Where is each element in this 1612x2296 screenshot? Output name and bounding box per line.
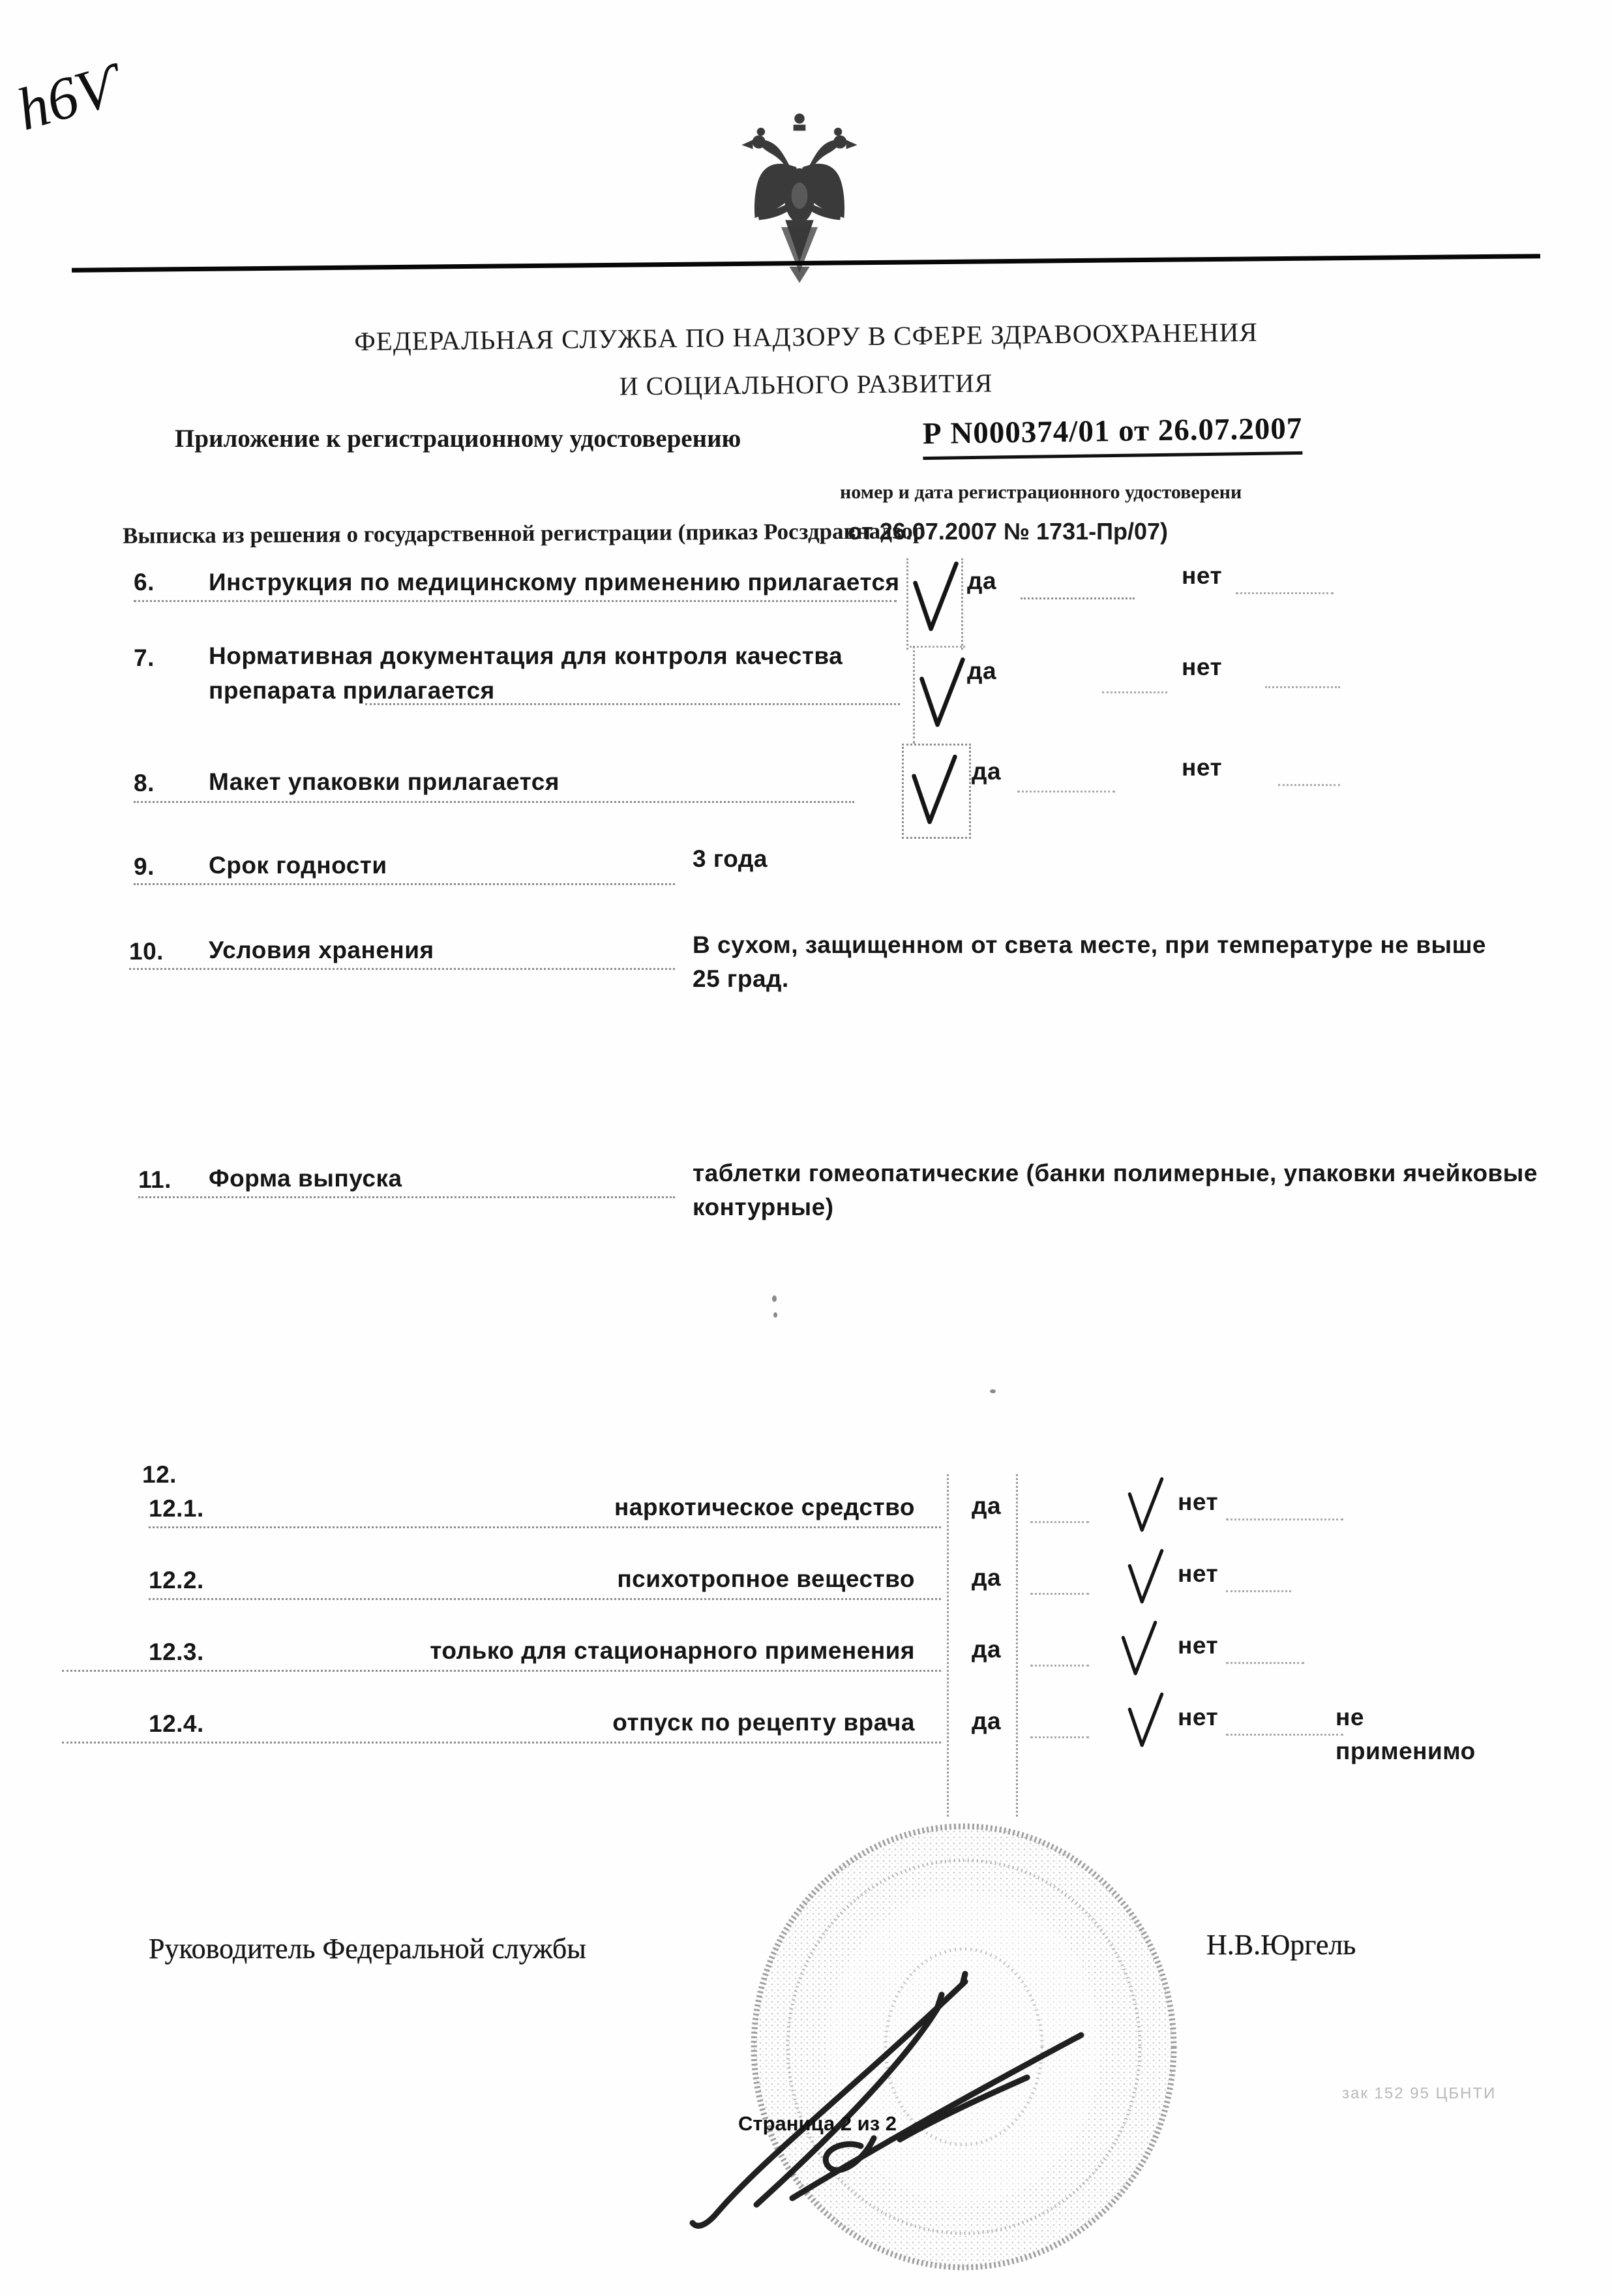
form-item-12-1-label: наркотическое средство <box>614 1494 915 1520</box>
form-item-12-1-no-label: нет <box>1178 1488 1219 1515</box>
form-item-12-4-extra-line1: не <box>1336 1704 1364 1730</box>
form-item-12-1-number: 12.1. <box>149 1495 204 1522</box>
scan-artifact <box>772 1295 777 1302</box>
form-item-12-4-yes-label: да <box>972 1708 1002 1734</box>
form-item-8-label: Макет упаковки прилагается <box>209 768 560 795</box>
checkmark-icon <box>910 748 959 834</box>
signer-name: Н.В.Юргель <box>1206 1929 1356 1961</box>
form-item-7-label-line1: Нормативная документация для контроля качества <box>209 642 843 669</box>
form-item-12-3-yes-label: да <box>972 1636 1002 1663</box>
form-item-6-no-label: нет <box>1182 562 1223 589</box>
form-item-12-4-label: отпуск по рецепту врача <box>612 1709 915 1736</box>
form-item-12-number: 12. <box>142 1461 177 1488</box>
form-item-11-value-line1: таблетки гомеопатические (банки полимерные, упаковки ячейковые <box>693 1160 1538 1186</box>
form-item-9-label: Срок годности <box>209 852 387 879</box>
handwritten-mark: h6Ѵ <box>9 51 125 144</box>
form-item-10-label: Условия хранения <box>209 937 434 963</box>
org-title-line1: ФЕДЕРАЛЬНАЯ СЛУЖБА ПО НАДЗОРУ В СФЕРЕ ЗДРАВООХРАНЕНИЯ <box>354 316 1258 357</box>
form-item-11-value-line2: контурные) <box>693 1194 834 1220</box>
form-item-11-number: 11. <box>138 1166 172 1193</box>
checkmark-icon <box>1127 1472 1165 1539</box>
form-item-6-yes-label: да <box>967 567 997 594</box>
form-item-12-3-label: только для стационарного применения <box>430 1637 915 1664</box>
page-indicator: Страница 2 из 2 <box>738 2112 897 2135</box>
form-item-7-label-line2: препарата прилагается <box>209 677 495 704</box>
registration-number: Р N000374/01 от 26.07.2007 <box>923 411 1303 460</box>
scan-artifact <box>990 1389 996 1393</box>
form-item-7-no-label: нет <box>1182 654 1223 680</box>
checkmark-icon <box>1120 1615 1158 1683</box>
form-item-8-no-label: нет <box>1182 754 1223 781</box>
form-item-10-number: 10. <box>129 938 164 965</box>
form-item-7-yes-label: да <box>967 657 997 684</box>
form-item-6-label: Инструкция по медицинскому применению прилагается <box>209 569 900 596</box>
form-item-11-label: Форма выпуска <box>209 1165 402 1192</box>
form-item-7-number: 7. <box>134 644 155 671</box>
signer-title: Руководитель Федеральной службы <box>149 1933 586 1965</box>
yes-column-dotted-frame <box>1016 1474 1018 1817</box>
form-item-10-value-line1: В сухом, защищенном от света месте, при температуре не выше <box>693 931 1487 958</box>
appendix-label: Приложение к регистрационному удостоверению <box>175 425 741 453</box>
form-item-12-3-no-label: нет <box>1178 1632 1219 1659</box>
form-item-12-1-yes-label: да <box>972 1492 1002 1519</box>
form-item-12-3-number: 12.3. <box>149 1639 204 1665</box>
form-item-9-value: 3 года <box>693 845 768 872</box>
form-item-12-2-yes-label: да <box>972 1564 1002 1591</box>
state-emblem-icon <box>736 104 863 287</box>
form-item-6-number: 6. <box>134 569 155 596</box>
checkmark-icon <box>1127 1687 1165 1755</box>
checkmark-icon <box>918 644 966 742</box>
form-item-12-4-no-label: нет <box>1178 1704 1219 1730</box>
scan-artifact <box>773 1312 777 1318</box>
yes-column-dotted-frame <box>947 1474 949 1817</box>
form-item-12-4-number: 12.4. <box>149 1710 204 1737</box>
org-title-line2: И СОЦИАЛЬНОГО РАЗВИТИЯ <box>619 368 993 401</box>
form-item-12-2-no-label: нет <box>1178 1560 1219 1587</box>
signature <box>659 1944 1141 2231</box>
extract-line-part1: Выписка из решения о государственной регистрации (приказ Росздравнадзор <box>122 518 926 549</box>
checkmark-icon <box>1127 1543 1165 1611</box>
form-item-10-value-line2: 25 град. <box>693 965 789 992</box>
form-item-8-yes-label: да <box>972 758 1002 785</box>
form-item-12-2-label: психотропное вещество <box>617 1565 915 1592</box>
form-item-9-number: 9. <box>134 853 155 880</box>
extract-line-part2: от 26.07.2007 № 1731-Пр/07) <box>848 518 1169 545</box>
form-item-12-2-number: 12.2. <box>149 1567 204 1594</box>
print-shop-mark: зак 152 95 ЦБНТИ <box>1342 2085 1497 2102</box>
form-item-8-number: 8. <box>134 770 155 796</box>
form-item-12-4-extra-line2: применимо <box>1336 1738 1476 1764</box>
checkmark-icon <box>912 556 960 639</box>
registration-number-caption: номер и дата регистрационного удостоверени <box>840 481 1242 503</box>
